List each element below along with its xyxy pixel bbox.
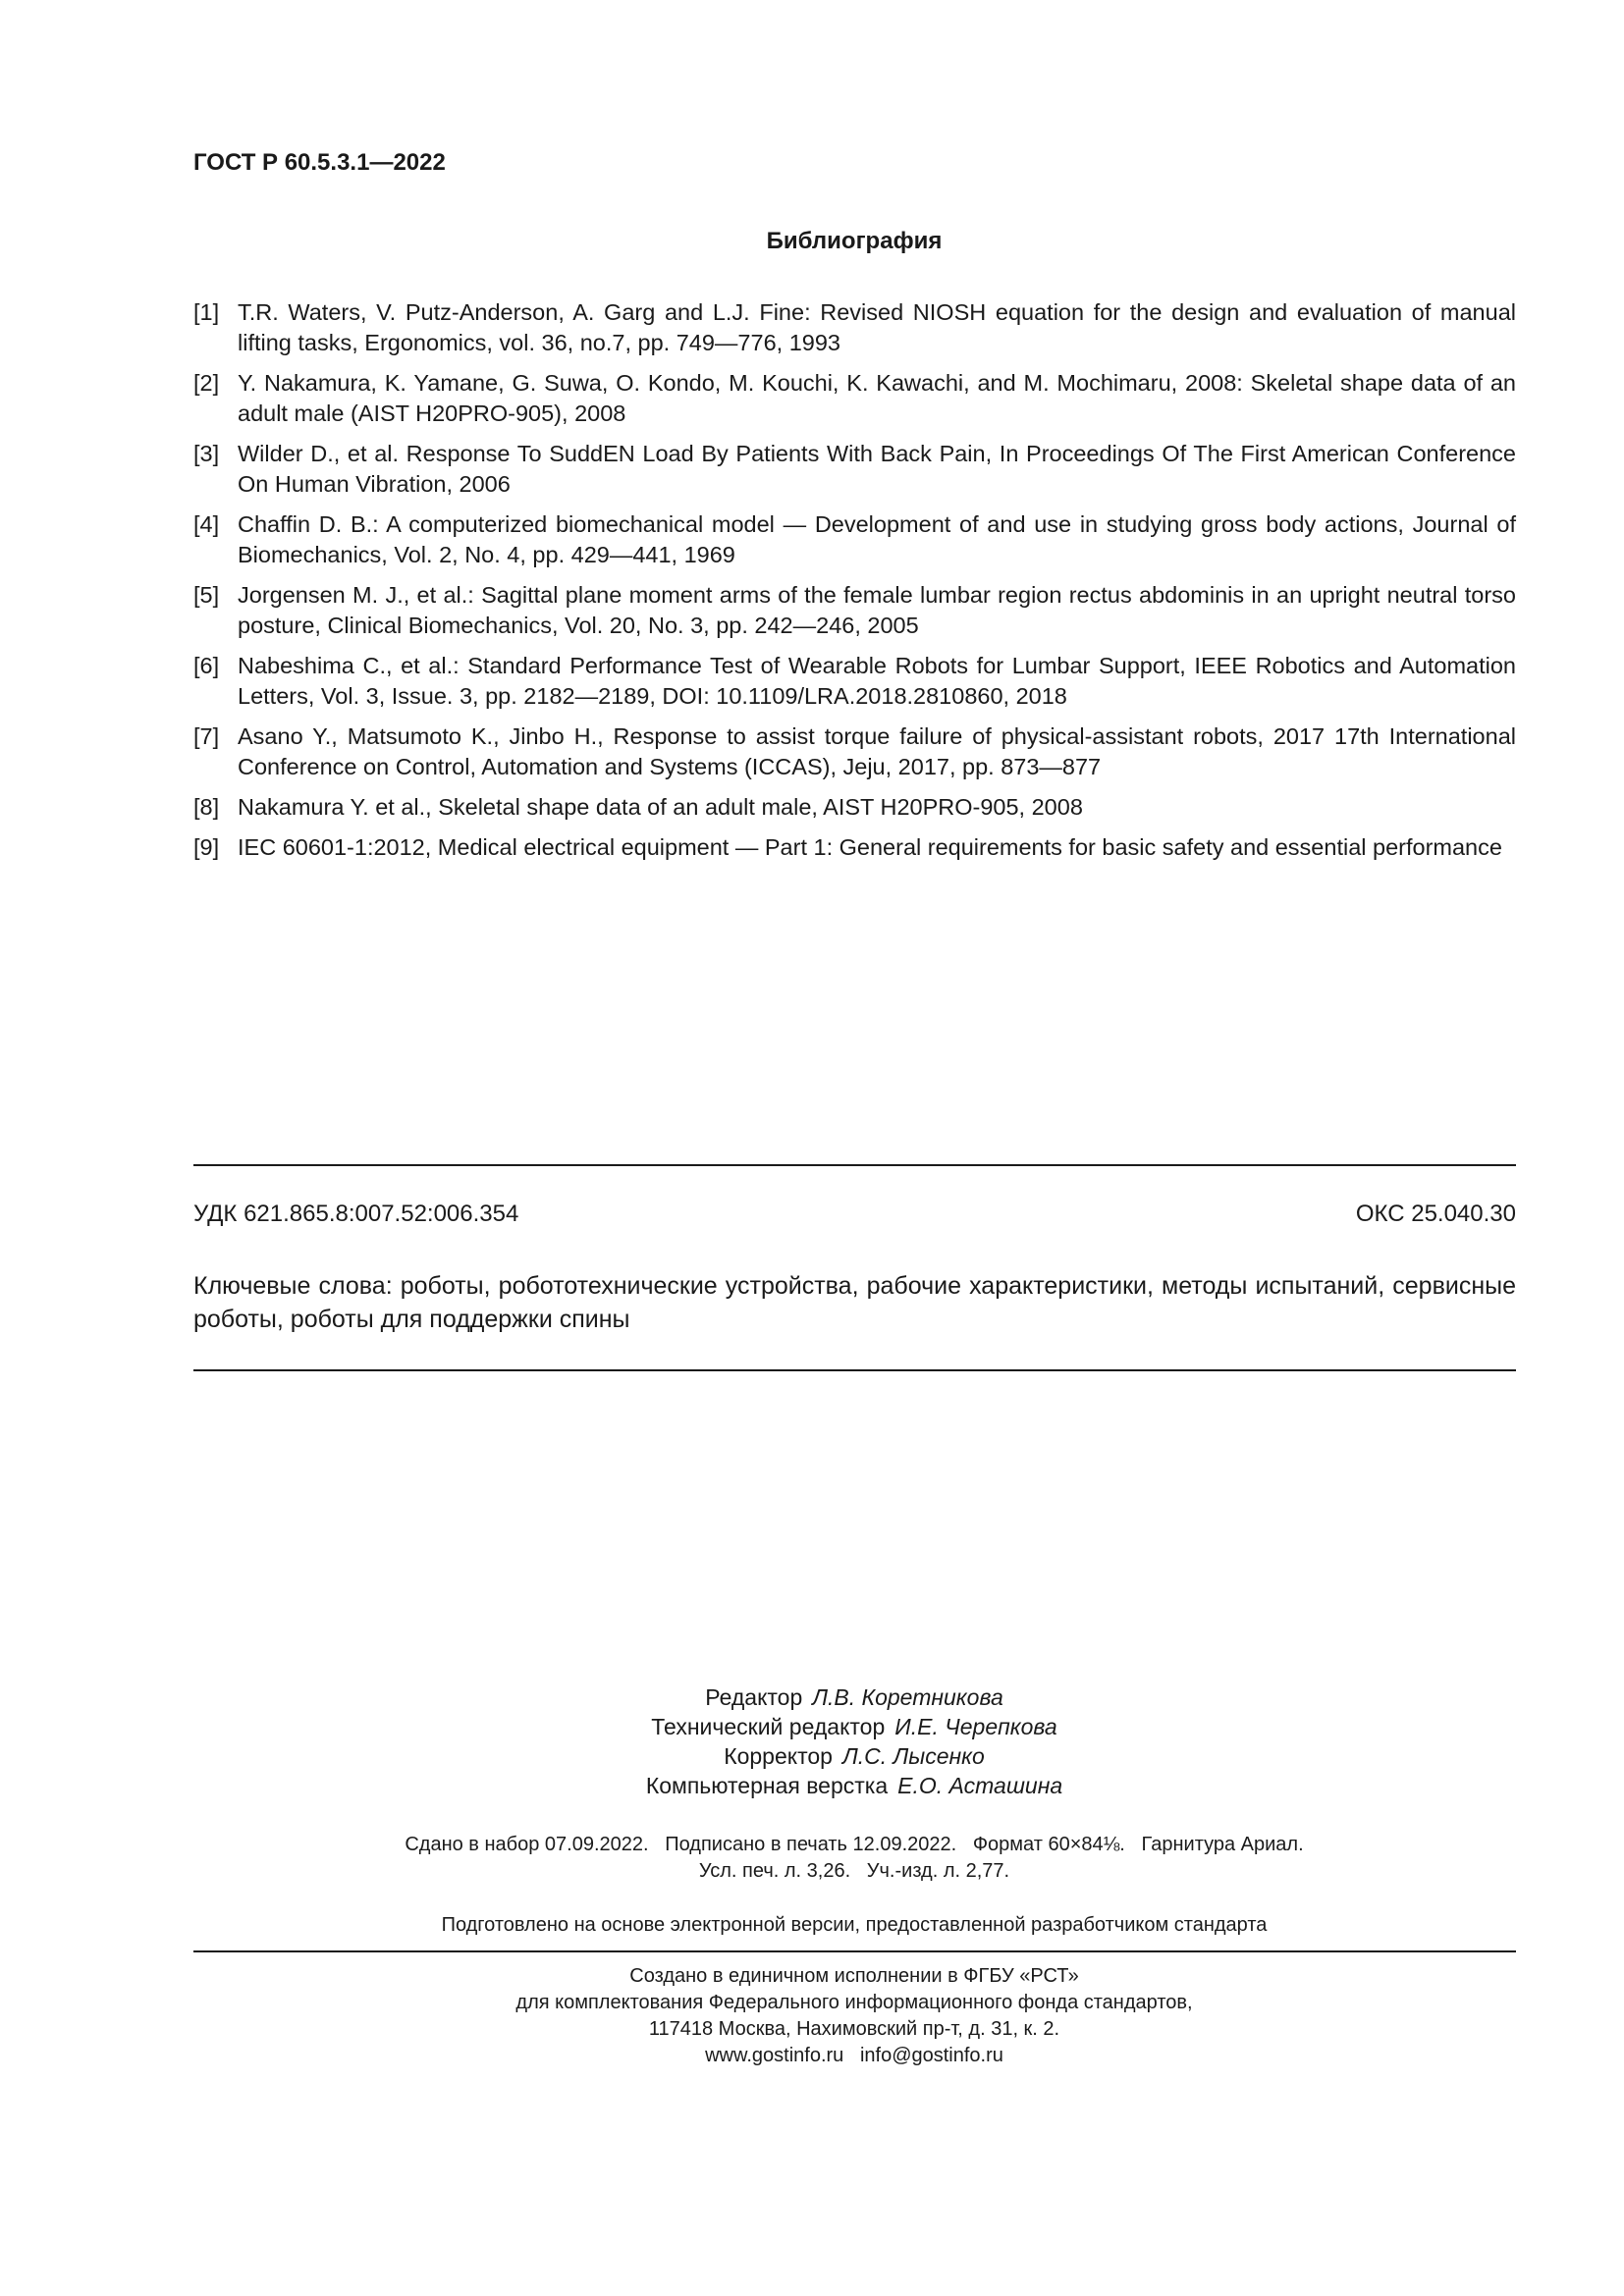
reference-number: [3] (193, 441, 220, 466)
credit-line (0, 1771, 1624, 1800)
imprint-block (0, 1832, 1624, 1885)
publisher-line-2: для комплектования Федерального информационного фонда стандартов, (515, 1992, 1193, 2013)
reference-number: [5] (193, 582, 220, 608)
credit-role: Редактор (705, 1684, 803, 1710)
credit-line (0, 1682, 1624, 1712)
reference-number: [6] (193, 653, 220, 678)
reference-text: Asano Y., Matsumoto K., Jinbo H., Response to assist torque failure of physical-assistant robots, 2017 17th International Conference on Control, Automation and Systems (ICCAS), Jeju, 2017, pp. 873—877 (238, 723, 1516, 779)
reference-text: Chaffin D. B.: A computerized biomechanical model — Development of and use in studying gross body actions, Journal of Biomechanics, Vol. 2, No. 4, pp. 429—441, 1969 (238, 511, 1516, 567)
reference-text: T.R. Waters, V. Putz-Anderson, A. Garg and L.J. Fine: Revised NIOSH equation for the design and evaluation of manual lifting tasks, Ergonomics, vol. 36, no.7, pp. 749—776, 1993 (238, 299, 1516, 355)
reference-text: Nakamura Y. et al., Skeletal shape data of an adult male, AIST H20PRO-905, 2008 (238, 794, 1083, 820)
reference-number: [8] (193, 794, 220, 820)
credit-role: Компьютерная верстка (645, 1773, 889, 1798)
imprint-line-2: Усл. печ. л. 3,26. Уч.-изд. л. 2,77. (698, 1860, 1010, 1882)
reference-item (193, 509, 1516, 570)
reference-item (193, 368, 1516, 429)
reference-item (193, 721, 1516, 782)
reference-item (193, 832, 1516, 863)
credit-name: Л.С. Лысенко (841, 1743, 985, 1769)
reference-item (193, 439, 1516, 500)
prepared-note: Подготовлено на основе электронной версии, предоставленной разработчиком стандарта (441, 1914, 1268, 1936)
imprint-line-1: Сдано в набор 07.09.2022. Подписано в печать 12.09.2022. Формат 60×84⅛. Гарнитура Ариал. (405, 1834, 1304, 1855)
publisher-line-3: 117418 Москва, Нахимовский пр-т, д. 31, к. 2. (648, 2018, 1060, 2040)
document-code: ГОСТ Р 60.5.3.1—2022 (193, 149, 446, 176)
divider-keywords (193, 1369, 1516, 1371)
reference-item (193, 792, 1516, 823)
bibliography-title: Библиография (766, 228, 943, 254)
credit-line (0, 1712, 1624, 1741)
reference-number: [4] (193, 511, 220, 537)
publisher-line-1: Создано в единичном исполнении в ФГБУ «РСТ» (629, 1965, 1079, 1987)
reference-text: Jorgensen M. J., et al.: Sagittal plane moment arms of the female lumbar region rectus abdominis in an upright neutral torso posture, Clinical Biomechanics, Vol. 20, No. 3, pp. 242—246, 2005 (238, 582, 1516, 638)
reference-item (193, 651, 1516, 712)
divider-publisher (193, 1950, 1516, 1952)
credits-block (0, 1682, 1624, 1800)
reference-text: IEC 60601-1:2012, Medical electrical equipment — Part 1: General requirements for basic safety and essential performance (238, 834, 1502, 860)
publisher-block (0, 1963, 1624, 2069)
oks-code: ОКС 25.040.30 (1355, 1201, 1516, 1227)
reference-number: [9] (193, 834, 220, 860)
udk-code: УДК 621.865.8:007.52:006.354 (193, 1201, 519, 1227)
credit-name: Е.О. Асташина (897, 1773, 1063, 1798)
reference-number: [7] (193, 723, 220, 749)
credit-name: Л.В. Коретникова (812, 1684, 1003, 1710)
reference-text: Wilder D., et al. Response To SuddEN Load By Patients With Back Pain, In Proceedings Of The First American Conference On Human Vibration, 2006 (238, 441, 1516, 497)
credit-name: И.Е. Черепкова (894, 1714, 1057, 1739)
reference-number: [2] (193, 370, 220, 396)
credit-line (0, 1741, 1624, 1771)
reference-text: Y. Nakamura, K. Yamane, G. Suwa, O. Kondo, M. Kouchi, K. Kawachi, and M. Mochimaru, 2008: Skeletal shape data of an adult male (AIST H20PRO-905), 2008 (238, 370, 1516, 426)
reference-list (193, 297, 1516, 873)
keywords: Ключевые слова: роботы, робототехнические устройства, рабочие характеристики, методы испытаний, сервисные роботы, роботы для поддержки спины (193, 1272, 1516, 1333)
reference-item (193, 297, 1516, 358)
credit-role: Технический редактор (651, 1714, 886, 1739)
publisher-contacts: www.gostinfo.ru info@gostinfo.ru (705, 2045, 1003, 2066)
credit-role: Корректор (724, 1743, 833, 1769)
reference-item (193, 580, 1516, 641)
reference-number: [1] (193, 299, 220, 325)
divider-top (193, 1164, 1516, 1166)
reference-text: Nabeshima C., et al.: Standard Performance Test of Wearable Robots for Lumbar Support, IEEE Robotics and Automation Letters, Vol. 3, Issue. 3, pp. 2182—2189, DOI: 10.1109/LRA.2018.2810860, 2018 (238, 653, 1516, 709)
